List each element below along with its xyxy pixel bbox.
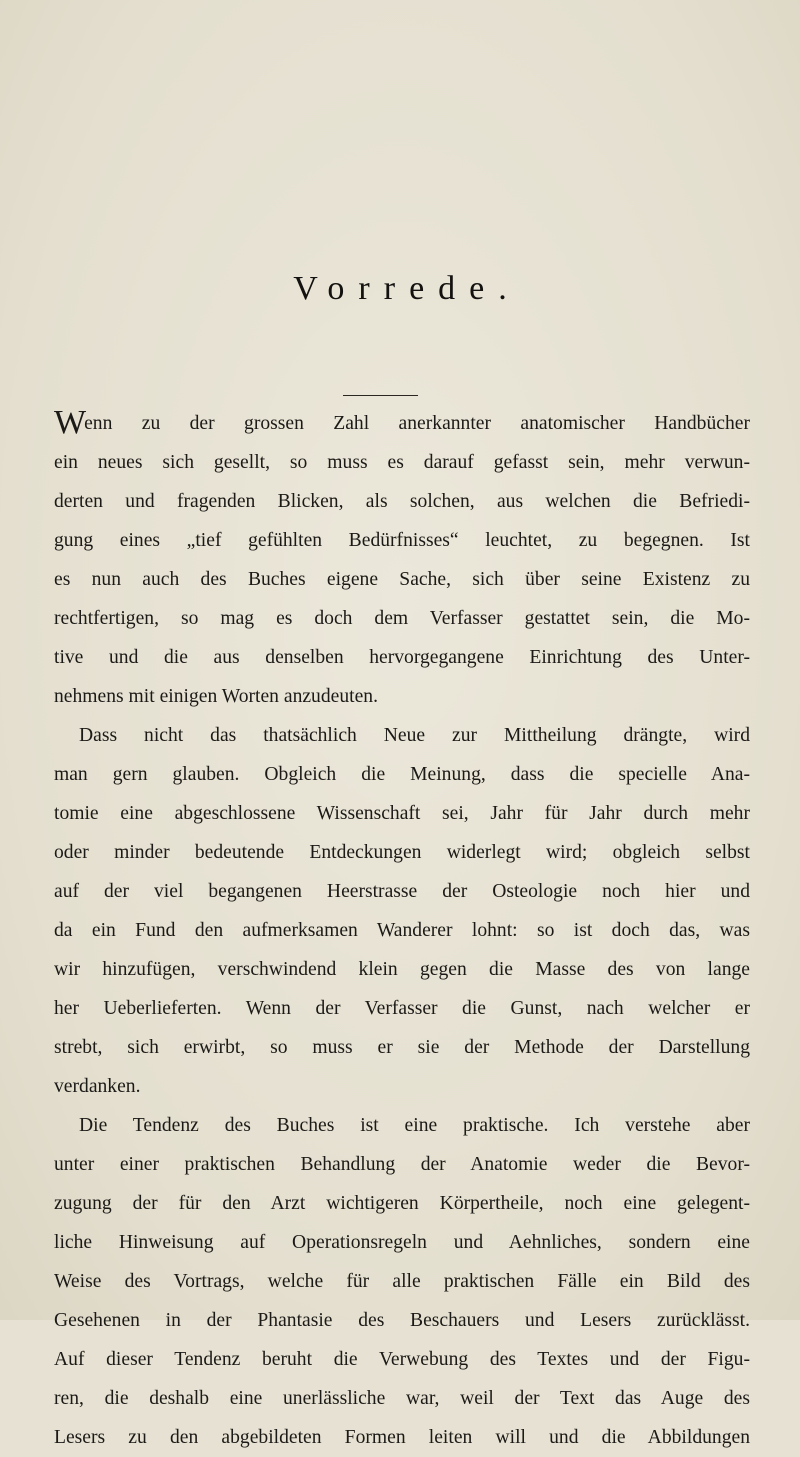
text-line: oder minder bedeutende Entdeckungen widerlegt wird; obgleich selbst <box>54 842 750 863</box>
text-line: gung eines „tief gefühlten Bedürfnisses“ leuchtet, zu begegnen. Ist <box>54 530 750 551</box>
text-line: ein neues sich gesellt, so muss es darauf gefasst sein, mehr verwun- <box>54 452 750 473</box>
text-line: unter einer praktischen Behandlung der Anatomie weder die Bevor- <box>54 1154 750 1175</box>
drop-cap: W <box>54 404 87 441</box>
text-line: wir hinzufügen, verschwindend klein gegen die Masse des von lange <box>54 959 750 980</box>
text-line: strebt, sich erwirbt, so muss er sie der Methode der Darstellung <box>54 1037 750 1058</box>
text-line: es nun auch des Buches eigene Sache, sich über seine Existenz zu <box>54 569 750 590</box>
preface-text <box>54 404 750 1457</box>
text-line: tomie eine abgeschlossene Wissenschaft sei, Jahr für Jahr durch mehr <box>54 803 750 824</box>
text-line: Wenn zu der grossen Zahl anerkannter anatomischer Handbücher <box>54 404 750 441</box>
text-line: rechtfertigen, so mag es doch dem Verfasser gestattet sein, die Mo- <box>54 608 750 629</box>
text-line: Gesehenen in der Phantasie des Beschauers und Lesers zurücklässt. <box>54 1310 750 1331</box>
text-line: Lesers zu den abgebildeten Formen leiten will und die Abbildungen <box>54 1427 750 1448</box>
text-line: Weise des Vortrags, welche für alle praktischen Fälle ein Bild des <box>54 1271 750 1292</box>
text-line: derten und fragenden Blicken, als solchen, aus welchen die Befriedi- <box>54 491 750 512</box>
text-line: Auf dieser Tendenz beruht die Verwebung des Textes und der Figu- <box>54 1349 750 1370</box>
text-line: verdanken. <box>54 1076 141 1097</box>
text-line: auf der viel begangenen Heerstrasse der Osteologie noch hier und <box>54 881 750 902</box>
text-line: zugung der für den Arzt wichtigeren Körpertheile, noch eine gelegent- <box>54 1193 750 1214</box>
text-line: ren, die deshalb eine unerlässliche war, weil der Text das Auge des <box>54 1388 750 1409</box>
text-line: man gern glauben. Obgleich die Meinung, dass die specielle Ana- <box>54 764 750 785</box>
text-line: Dass nicht das thatsächlich Neue zur Mittheilung drängte, wird <box>79 725 750 746</box>
text-line: liche Hinweisung auf Operationsregeln und Aehnliches, sondern eine <box>54 1232 750 1253</box>
page-title: Vorrede. <box>293 270 521 307</box>
title-divider <box>343 395 418 396</box>
text-line: nehmens mit einigen Worten anzudeuten. <box>54 686 378 707</box>
text-line: da ein Fund den aufmerksamen Wanderer lohnt: so ist doch das, was <box>54 920 750 941</box>
text-line: Die Tendenz des Buches ist eine praktische. Ich verstehe aber <box>79 1115 750 1136</box>
text-line: her Ueberlieferten. Wenn der Verfasser die Gunst, nach welcher er <box>54 998 750 1019</box>
text-line: tive und die aus denselben hervorgegangene Einrichtung des Unter- <box>54 647 750 668</box>
